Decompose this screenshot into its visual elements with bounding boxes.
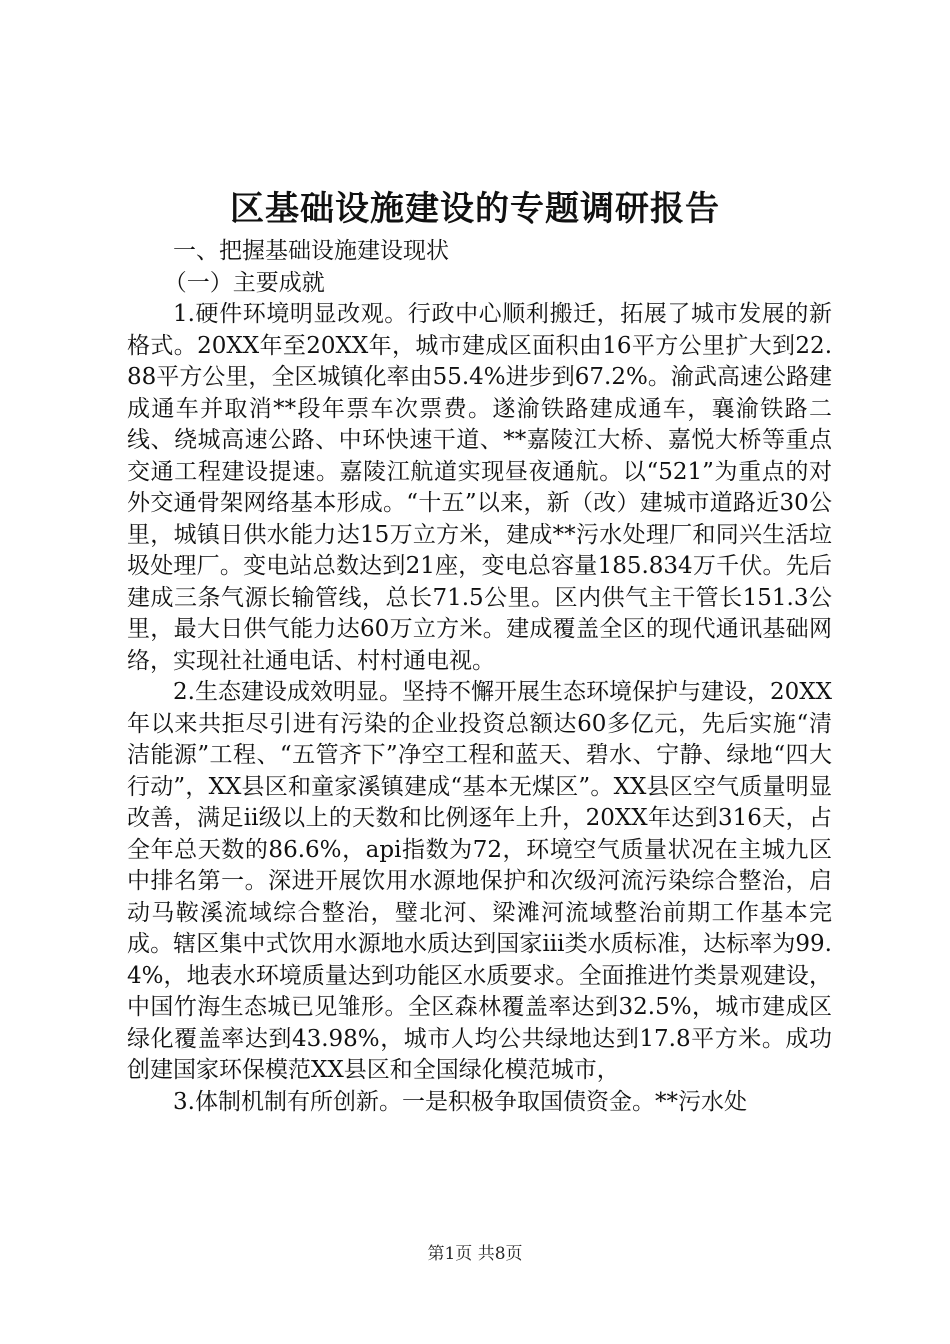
page-number-footer: 第1页 共8页: [427, 1244, 523, 1264]
section-heading: 一、把握基础设施建设现状: [173, 238, 449, 264]
document-body: [127, 236, 832, 1118]
sub-heading: （一）主要成就: [163, 269, 325, 296]
document-title: 区基础设施建设的专题调研报告: [230, 189, 720, 229]
paragraph-hardware: 1.硬件环境明显改观。行政中心顺利搬迁，拓展了城市发展的新格式。20XX年至20XX年，城市建成区面积由16平方公里扩大到22.88平方公里，全区城镇化率由55.4%进步到67.2%。渝武高速公路建成通车并取消**段年票车次票费。遂渝铁路建成通车，襄渝铁路二线、绕城高速公路、中环快速干道、**嘉陵江大桥、嘉悦大桥等重点交通工程建设提速。嘉陵江航道实现昼夜通航。以“521”为重点的对外交通骨架网络基本形成。“十五”以来，新（改）建城市道路近30公里，城镇日供水能力达15万立方米，建成**污水处理厂和同兴生活垃圾处理厂。变电站总数达到21座，变电总容量185.834万千伏。先后建成三条气源长输管线，总长71.5公里。区内供气主干管长151.3公里，最大日供气能力达60万立方米。建成覆盖全区的现代通讯基础网络，实现社社通电话、村村通电视。: [127, 301, 832, 674]
paragraph-ecology: 2.生态建设成效明显。坚持不懈开展生态环境保护与建设，20XX年以来共拒尽引进有污染的企业投资总额达60多亿元，先后实施“清洁能源”工程、“五管齐下”净空工程和蓝天、碧水、宁静、绿地“四大行动”，XX县区和童家溪镇建成“基本无煤区”。XX县区空气质量明显改善，满足ii级以上的天数和比例逐年上升，20XX年达到316天，占全年总天数的86.6%，api指数为72，环境空气质量状况在主城九区中排名第一。深进开展饮用水源地保护和次级河流污染综合整治，启动马鞍溪流域综合整治，璧北河、梁滩河流域整治前期工作基本完成。辖区集中式饮用水源地水质达到国家iii类水质标准，达标率为99.4%，地表水环境质量达到功能区水质要求。全面推进竹类景观建设，中国竹海生态城已见雏形。全区森林覆盖率达到32.5%，城市建成区绿化覆盖率达到43.98%，城市人均公共绿地达到17.8平方米。成功创建国家环保模范XX县区和全国绿化模范城市，: [127, 679, 832, 1083]
paragraph-mechanism: 3.体制机制有所创新。一是积极争取国债资金。**污水处: [173, 1088, 747, 1115]
